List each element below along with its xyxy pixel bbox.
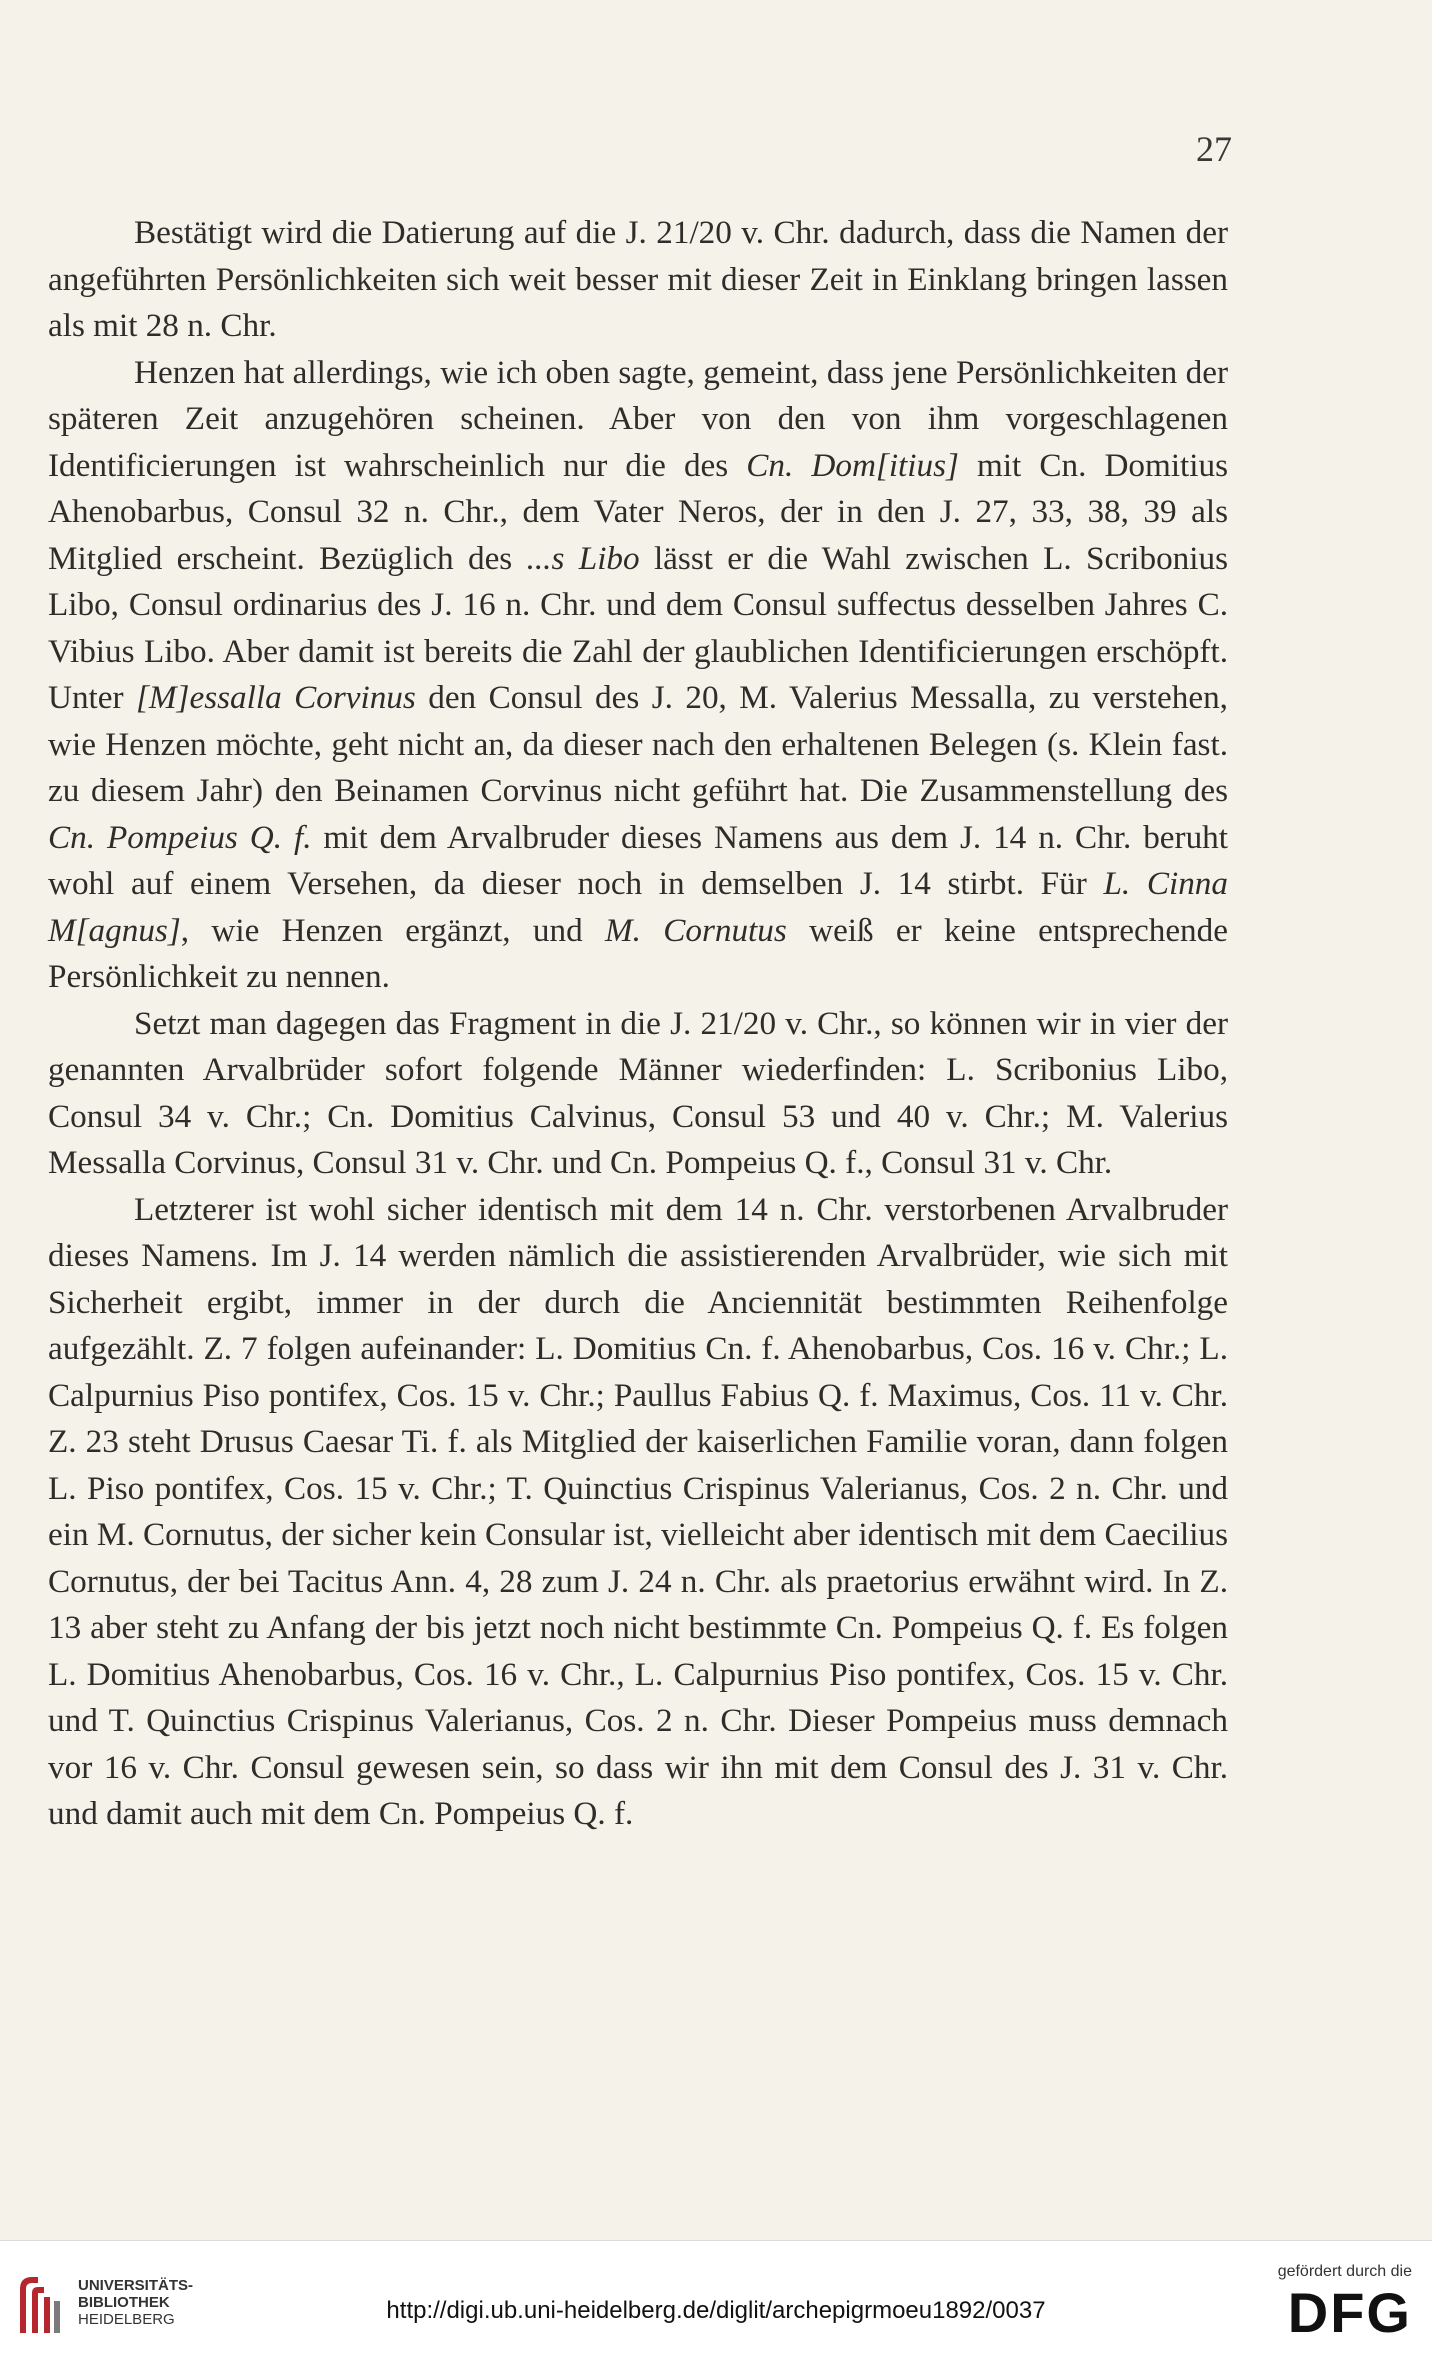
library-name-line1: UNIVERSITÄTS- [78,2277,194,2294]
italic-segment: Cn. Dom[itius] [746,446,959,484]
text-segment: weiß er keine entsprechende Persönlichkeit zu nennen. [48,911,1228,995]
text-segment: Henzen hat allerdings, wie ich oben sagte, gemeint, dass jene Persönlichkeiten der späteren Zeit anzugehören scheinen. Aber von den von ihm vorgeschlagenen Identificierungen ist wahrscheinlich nur die des [48,353,1228,484]
italic-segment: ...s Libo [526,539,640,577]
italic-segment: [M]essalla Corvinus [136,679,416,716]
footer-bar [0,2240,1432,2367]
text-segment: Setzt man dagegen das Fragment in die J. 21/20 v. Chr., so können wir in vier der genannten Arvalbrüder sofort folgende Männer wiederfinden: L. Scribonius Libo, Consul 34 v. Chr.; Cn. Domitius Calvinus, Consul 53 und 40 v. Chr.; M. Valerius Messalla Corvinus, Consul 31 v. Chr. und Cn. Pompeius Q. f., Consul 31 v. Chr. [48,1004,1228,1181]
library-name-line3: HEIDELBERG [78,2311,175,2328]
text-segment: Letzterer ist wohl sicher identisch mit dem 14 n. Chr. verstorbenen Arvalbruder dieses Namens. Im J. 14 werden nämlich die assistierenden Arvalbrüder, wie sich mit Sicherheit ergibt, immer in der durch die Anciennität bestimmten Reihenfolge aufgezählt. Z. 7 folgen aufeinander: L. Domitius Cn. f. Ahenobarbus, Cos. 16 v. Chr.; L. Calpurnius Piso pontifex, Cos. 15 v. Chr.; Paullus Fabius Q. f. Maximus, Cos. 11 v. Chr. Z. 23 steht Drusus Caesar Ti. f. als Mitglied der kaiserlichen Familie voran, dann folgen L. Piso pontifex, Cos. 15 v. Chr.; T. Quinctius Crispinus Valerianus, Cos. 2 n. Chr. und ein M. Cornutus, der sicher kein Consular ist, vielleicht aber identisch mit dem Caecilius Cornutus, der bei Tacitus Ann. 4, 28 zum J. 24 n. Chr. als praetorius erwähnt wird. In Z. 13 aber steht zu Anfang der bis jetzt noch nicht bestimmte Cn. Pompeius Q. f. Es folgen L. Domitius Ahenobarbus, Cos. 16 v. Chr., L. Calpurnius Piso pontifex, Cos. 15 v. Chr. und T. Quinctius Crispinus Valerianus, Cos. 2 n. Chr. Dieser Pompeius muss demnach vor 16 v. Chr. Consul gewesen sein, so dass wir ihn mit dem Consul des J. 31 v. Chr. und damit auch mit dem Cn. Pompeius Q. f. [48,1190,1228,1832]
permalink-url[interactable]: http://digi.ub.uni-heidelberg.de/diglit/archepigrmoeu1892/0037 [386,2297,1046,2324]
paragraph [48,350,1228,1001]
dfg-logo: DFG [1287,2281,1412,2344]
body-text [48,210,1228,1838]
paragraph [48,1001,1228,1187]
italic-segment: M. Cornutus [604,911,787,949]
italic-segment: Cn. Pompeius Q. f. [48,818,312,856]
paragraph [48,210,1228,350]
italic-segment: L. Cinna M[agnus] [48,865,1228,949]
text-segment: , wie Henzen ergänzt, und [180,911,605,949]
text-segment: lässt er die Wahl zwischen L. Scribonius Libo, Consul ordinarius des J. 16 n. Chr. und dem Consul suffectus desselben Jahres C. Vibius Libo. Aber damit ist bereits die Zahl der glaublichen Identificierungen erschöpft. Unter [48,539,1229,716]
funder-block [1262,2263,1412,2345]
page-number: 27 [1196,129,1232,169]
library-name-line2: BIBLIOTHEK [78,2294,170,2311]
funder-caption: gefördert durch die [1277,2263,1412,2280]
text-segment: Bestätigt wird die Datierung auf die J. 21/20 v. Chr. dadurch, dass die Namen der angeführten Persönlichkeiten sich weit besser mit dieser Zeit in Einklang bringen lassen als mit 28 n. Chr. [48,214,1228,344]
text-segment: mit Cn. Domitius Ahenobarbus, Consul 32 n. Chr., dem Vater Neros, der in den J. 27, 33, 38, 39 als Mitglied erscheint. Bezüglich des [48,446,1228,577]
paragraph [48,1187,1228,1838]
text-segment: den Consul des J. 20, M. Valerius Messalla, zu verstehen, wie Henzen möchte, geht nicht an, da dieser nach den erhaltenen Belegen (s. Klein fast. zu diesem Jahr) den Beinamen Corvinus nicht geführt hat. Die Zusammenstellung des [48,679,1228,809]
text-segment: mit dem Arvalbruder dieses Namens aus dem J. 14 n. Chr. beruht wohl auf einem Versehen, da dieser noch in demselben J. 14 stirbt. Für [48,818,1228,902]
